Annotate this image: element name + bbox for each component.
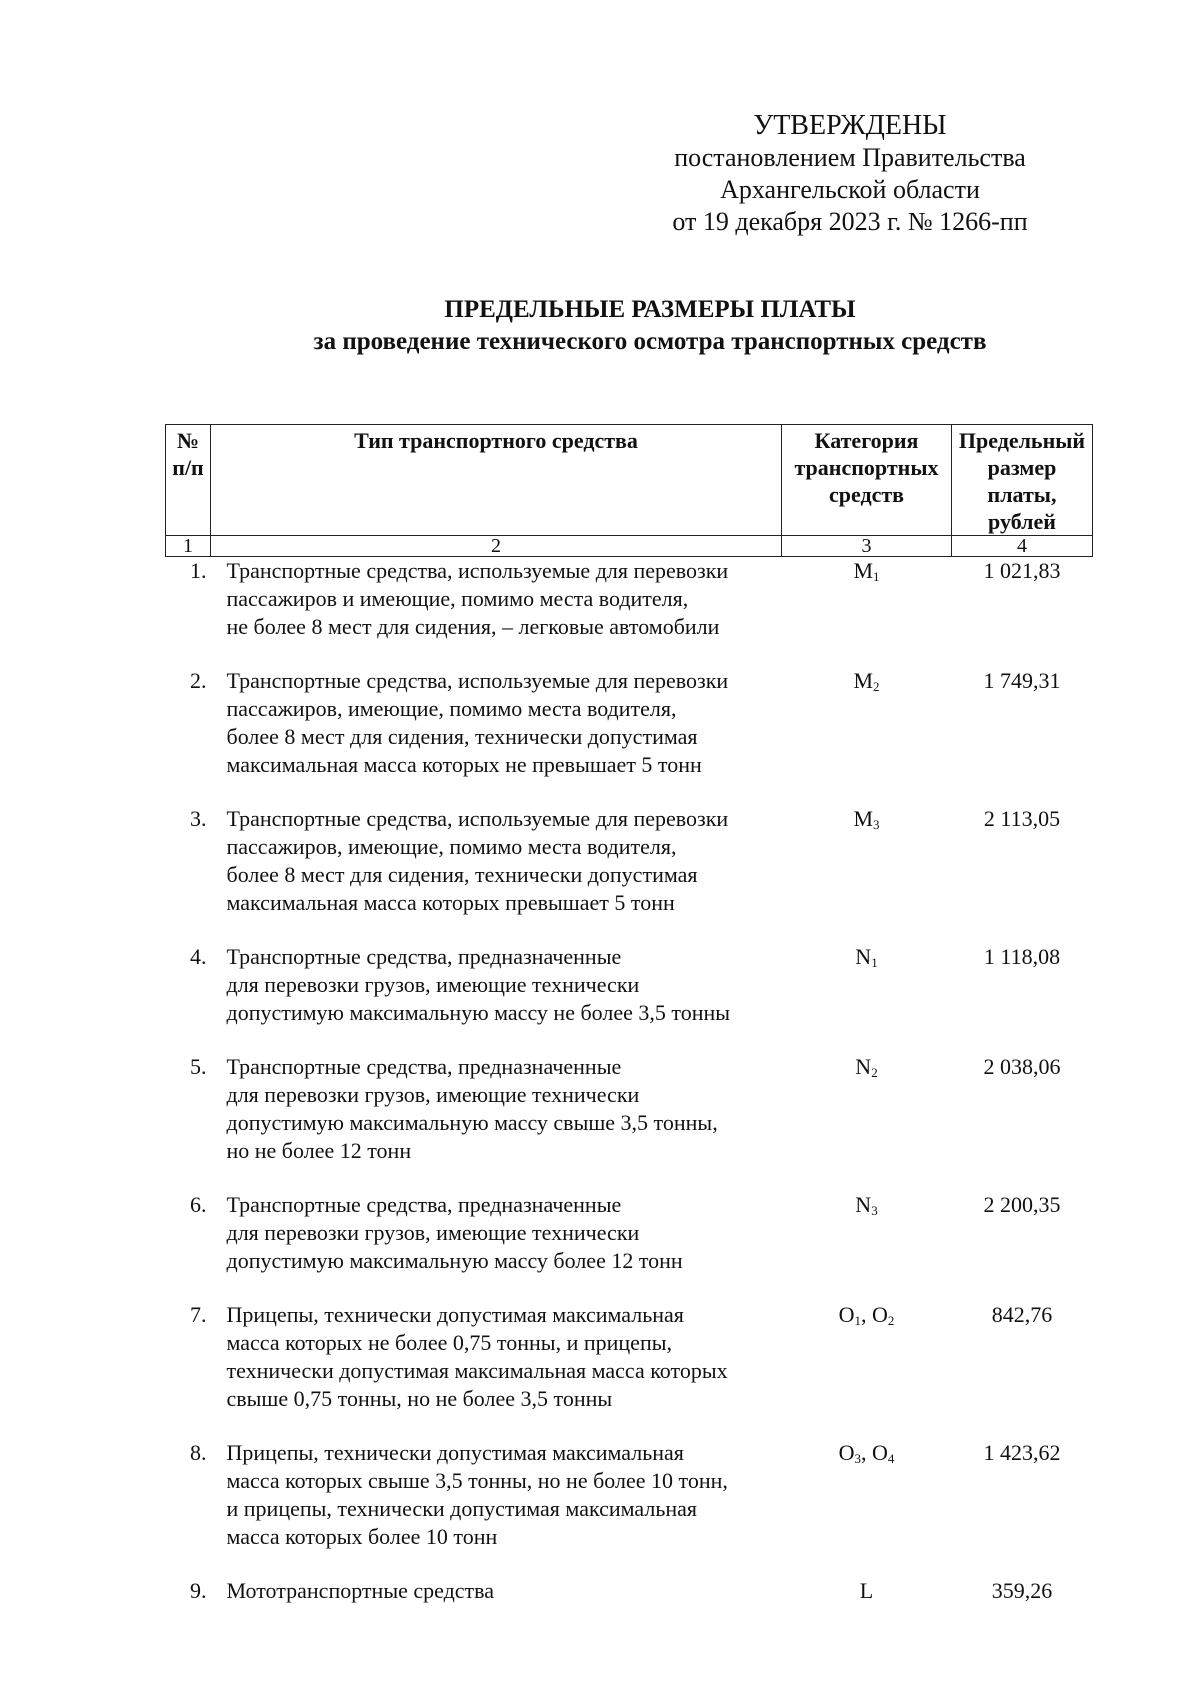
- approval-block: [640, 110, 1060, 238]
- category-letter: N: [855, 944, 872, 969]
- column-index-row: [166, 536, 1093, 557]
- fee-table: [165, 424, 1093, 1631]
- vehicle-type: [211, 1577, 782, 1631]
- row-number: 5.: [190, 1054, 207, 1079]
- category-subscript: 1: [854, 1313, 861, 1328]
- row-number: 1.: [190, 558, 207, 583]
- vehicle-type-line: масса которых свыше 3,5 тонны, но не более 10 тонн,: [226, 1468, 728, 1493]
- vehicle-category: [782, 805, 952, 943]
- table-row: [166, 1439, 1093, 1577]
- fee-value: 1 118,08: [983, 944, 1061, 969]
- vehicle-type-line: технически допустимая максимальная масса которых: [226, 1358, 728, 1383]
- vehicle-category: [782, 1577, 952, 1631]
- table-row: [166, 805, 1093, 943]
- vehicle-type-line: Транспортные средства, предназначенные: [226, 1054, 622, 1079]
- row-number: 9.: [190, 1578, 207, 1603]
- vehicle-type-line: для перевозки грузов, имеющие технически: [226, 1082, 640, 1107]
- vehicle-type: [211, 1053, 782, 1191]
- fee-value: 2 038,06: [983, 1054, 1061, 1079]
- fee-value: 1 423,62: [983, 1440, 1061, 1465]
- category-letter: L: [859, 1578, 874, 1603]
- vehicle-type-line: пассажиров и имеющие, помимо места водителя,: [226, 586, 689, 611]
- vehicle-type-line: Транспортные средства, используемые для перевозки: [226, 668, 729, 693]
- row-number: 8.: [190, 1440, 207, 1465]
- vehicle-type-line: и прицепы, технически допустимая максимальная: [226, 1496, 698, 1521]
- table-row: [166, 1191, 1093, 1301]
- approval-heading: УТВЕРЖДЕНЫ: [753, 110, 947, 141]
- category-letter: O: [838, 1440, 855, 1465]
- vehicle-type-line: Прицепы, технически допустимая максимальная: [226, 1302, 684, 1327]
- vehicle-type-line: допустимую максимальную массу не более 3,5 тонны: [226, 1000, 731, 1025]
- header-fee: Предельный размер платы, рублей: [952, 425, 1093, 536]
- approval-line: Архангельской области: [720, 175, 980, 204]
- category-subscript: 3: [854, 1451, 861, 1466]
- approval-line: постановлением Правительства: [674, 143, 1026, 172]
- vehicle-type-line: допустимую максимальную массу свыше 3,5 тонны,: [226, 1110, 718, 1135]
- vehicle-type-line: более 8 мест для сидения, технически допустимая: [226, 724, 698, 749]
- vehicle-type-line: максимальная масса которых превышает 5 тонн: [226, 890, 675, 915]
- vehicle-type-line: Транспортные средства, предназначенные: [226, 944, 622, 969]
- column-index: 1: [166, 536, 211, 557]
- vehicle-type: [211, 667, 782, 805]
- category-letter: N: [855, 1192, 872, 1217]
- vehicle-type-line: не более 8 мест для сидения, – легковые автомобили: [226, 614, 720, 639]
- fee-value: 1 021,83: [983, 558, 1061, 583]
- table-row: [166, 1053, 1093, 1191]
- category-letter: O: [838, 1302, 855, 1327]
- vehicle-category: [782, 1301, 952, 1439]
- category-letter: , O: [861, 1440, 888, 1465]
- vehicle-category: [782, 943, 952, 1053]
- document-title: [0, 294, 1200, 358]
- vehicle-type-line: Мототранспортные средства: [226, 1578, 495, 1603]
- vehicle-type-line: для перевозки грузов, имеющие технически: [226, 1220, 640, 1245]
- header-row: [166, 425, 1093, 536]
- column-index: 3: [782, 536, 952, 557]
- header-category: Категория транспортных средств: [782, 425, 952, 536]
- category-letter: M: [853, 668, 874, 693]
- header-num: № п/п: [166, 425, 211, 536]
- row-number: 7.: [190, 1302, 207, 1327]
- category-letter: , O: [861, 1302, 888, 1327]
- category-letter: M: [853, 558, 874, 583]
- vehicle-category: [782, 557, 952, 668]
- vehicle-type-line: максимальная масса которых не превышает 5 тонн: [226, 752, 702, 777]
- fee-value: 1 749,31: [983, 668, 1061, 693]
- vehicle-type-line: но не более 12 тонн: [226, 1138, 412, 1163]
- category-subscript: 2: [873, 679, 880, 694]
- vehicle-type-line: Прицепы, технически допустимая максимальная: [226, 1440, 684, 1465]
- vehicle-type-line: Транспортные средства, предназначенные: [226, 1192, 622, 1217]
- category-subscript: 4: [887, 1451, 895, 1466]
- vehicle-type: [211, 943, 782, 1053]
- vehicle-type: [211, 557, 782, 668]
- vehicle-type: [211, 1439, 782, 1577]
- vehicle-category: [782, 1439, 952, 1577]
- approval-date-number: от 19 декабря 2023 г. № 1266-пп: [672, 207, 1028, 236]
- fee-value: 2 113,05: [983, 806, 1061, 831]
- category-letter: N: [855, 1054, 872, 1079]
- title-line: ПРЕДЕЛЬНЫЕ РАЗМЕРЫ ПЛАТЫ: [444, 296, 856, 323]
- row-number: 2.: [190, 668, 207, 693]
- row-number: 3.: [190, 806, 207, 831]
- subtitle-line: за проведение технического осмотра транспортных средств: [313, 328, 987, 355]
- fee-value: 359,26: [991, 1578, 1053, 1603]
- vehicle-category: [782, 667, 952, 805]
- vehicle-type-line: пассажиров, имеющие, помимо места водителя,: [226, 696, 677, 721]
- table-row: [166, 1577, 1093, 1631]
- vehicle-type-line: свыше 0,75 тонны, но не более 3,5 тонны: [226, 1386, 613, 1411]
- vehicle-category: [782, 1191, 952, 1301]
- vehicle-type-line: масса которых более 10 тонн: [226, 1524, 498, 1549]
- category-subscript: 1: [871, 955, 878, 970]
- column-index: 4: [952, 536, 1093, 557]
- vehicle-type: [211, 1301, 782, 1439]
- row-number: 4.: [190, 944, 207, 969]
- vehicle-type-line: допустимую максимальную массу более 12 тонн: [226, 1248, 683, 1273]
- vehicle-type: [211, 805, 782, 943]
- category-subscript: 3: [873, 817, 880, 832]
- vehicle-type-line: для перевозки грузов, имеющие технически: [226, 972, 640, 997]
- column-index: 2: [211, 536, 782, 557]
- fee-value: 2 200,35: [983, 1192, 1061, 1217]
- fee-value: 842,76: [991, 1302, 1053, 1327]
- header-type: Тип транспортного средства: [211, 425, 782, 536]
- vehicle-type-line: более 8 мест для сидения, технически допустимая: [226, 862, 698, 887]
- table-row: [166, 557, 1093, 668]
- table-row: [166, 1301, 1093, 1439]
- vehicle-type: [211, 1191, 782, 1301]
- table-row: [166, 943, 1093, 1053]
- table-row: [166, 667, 1093, 805]
- vehicle-type-line: Транспортные средства, используемые для перевозки: [226, 806, 729, 831]
- category-subscript: 2: [887, 1313, 895, 1328]
- vehicle-type-line: Транспортные средства, используемые для перевозки: [226, 558, 729, 583]
- row-number: 6.: [190, 1192, 207, 1217]
- vehicle-category: [782, 1053, 952, 1191]
- category-subscript: 3: [871, 1203, 878, 1218]
- vehicle-type-line: пассажиров, имеющие, помимо места водителя,: [226, 834, 677, 859]
- category-subscript: 1: [873, 569, 880, 584]
- category-letter: M: [853, 806, 874, 831]
- category-subscript: 2: [871, 1065, 878, 1080]
- vehicle-type-line: масса которых не более 0,75 тонны, и прицепы,: [226, 1330, 672, 1355]
